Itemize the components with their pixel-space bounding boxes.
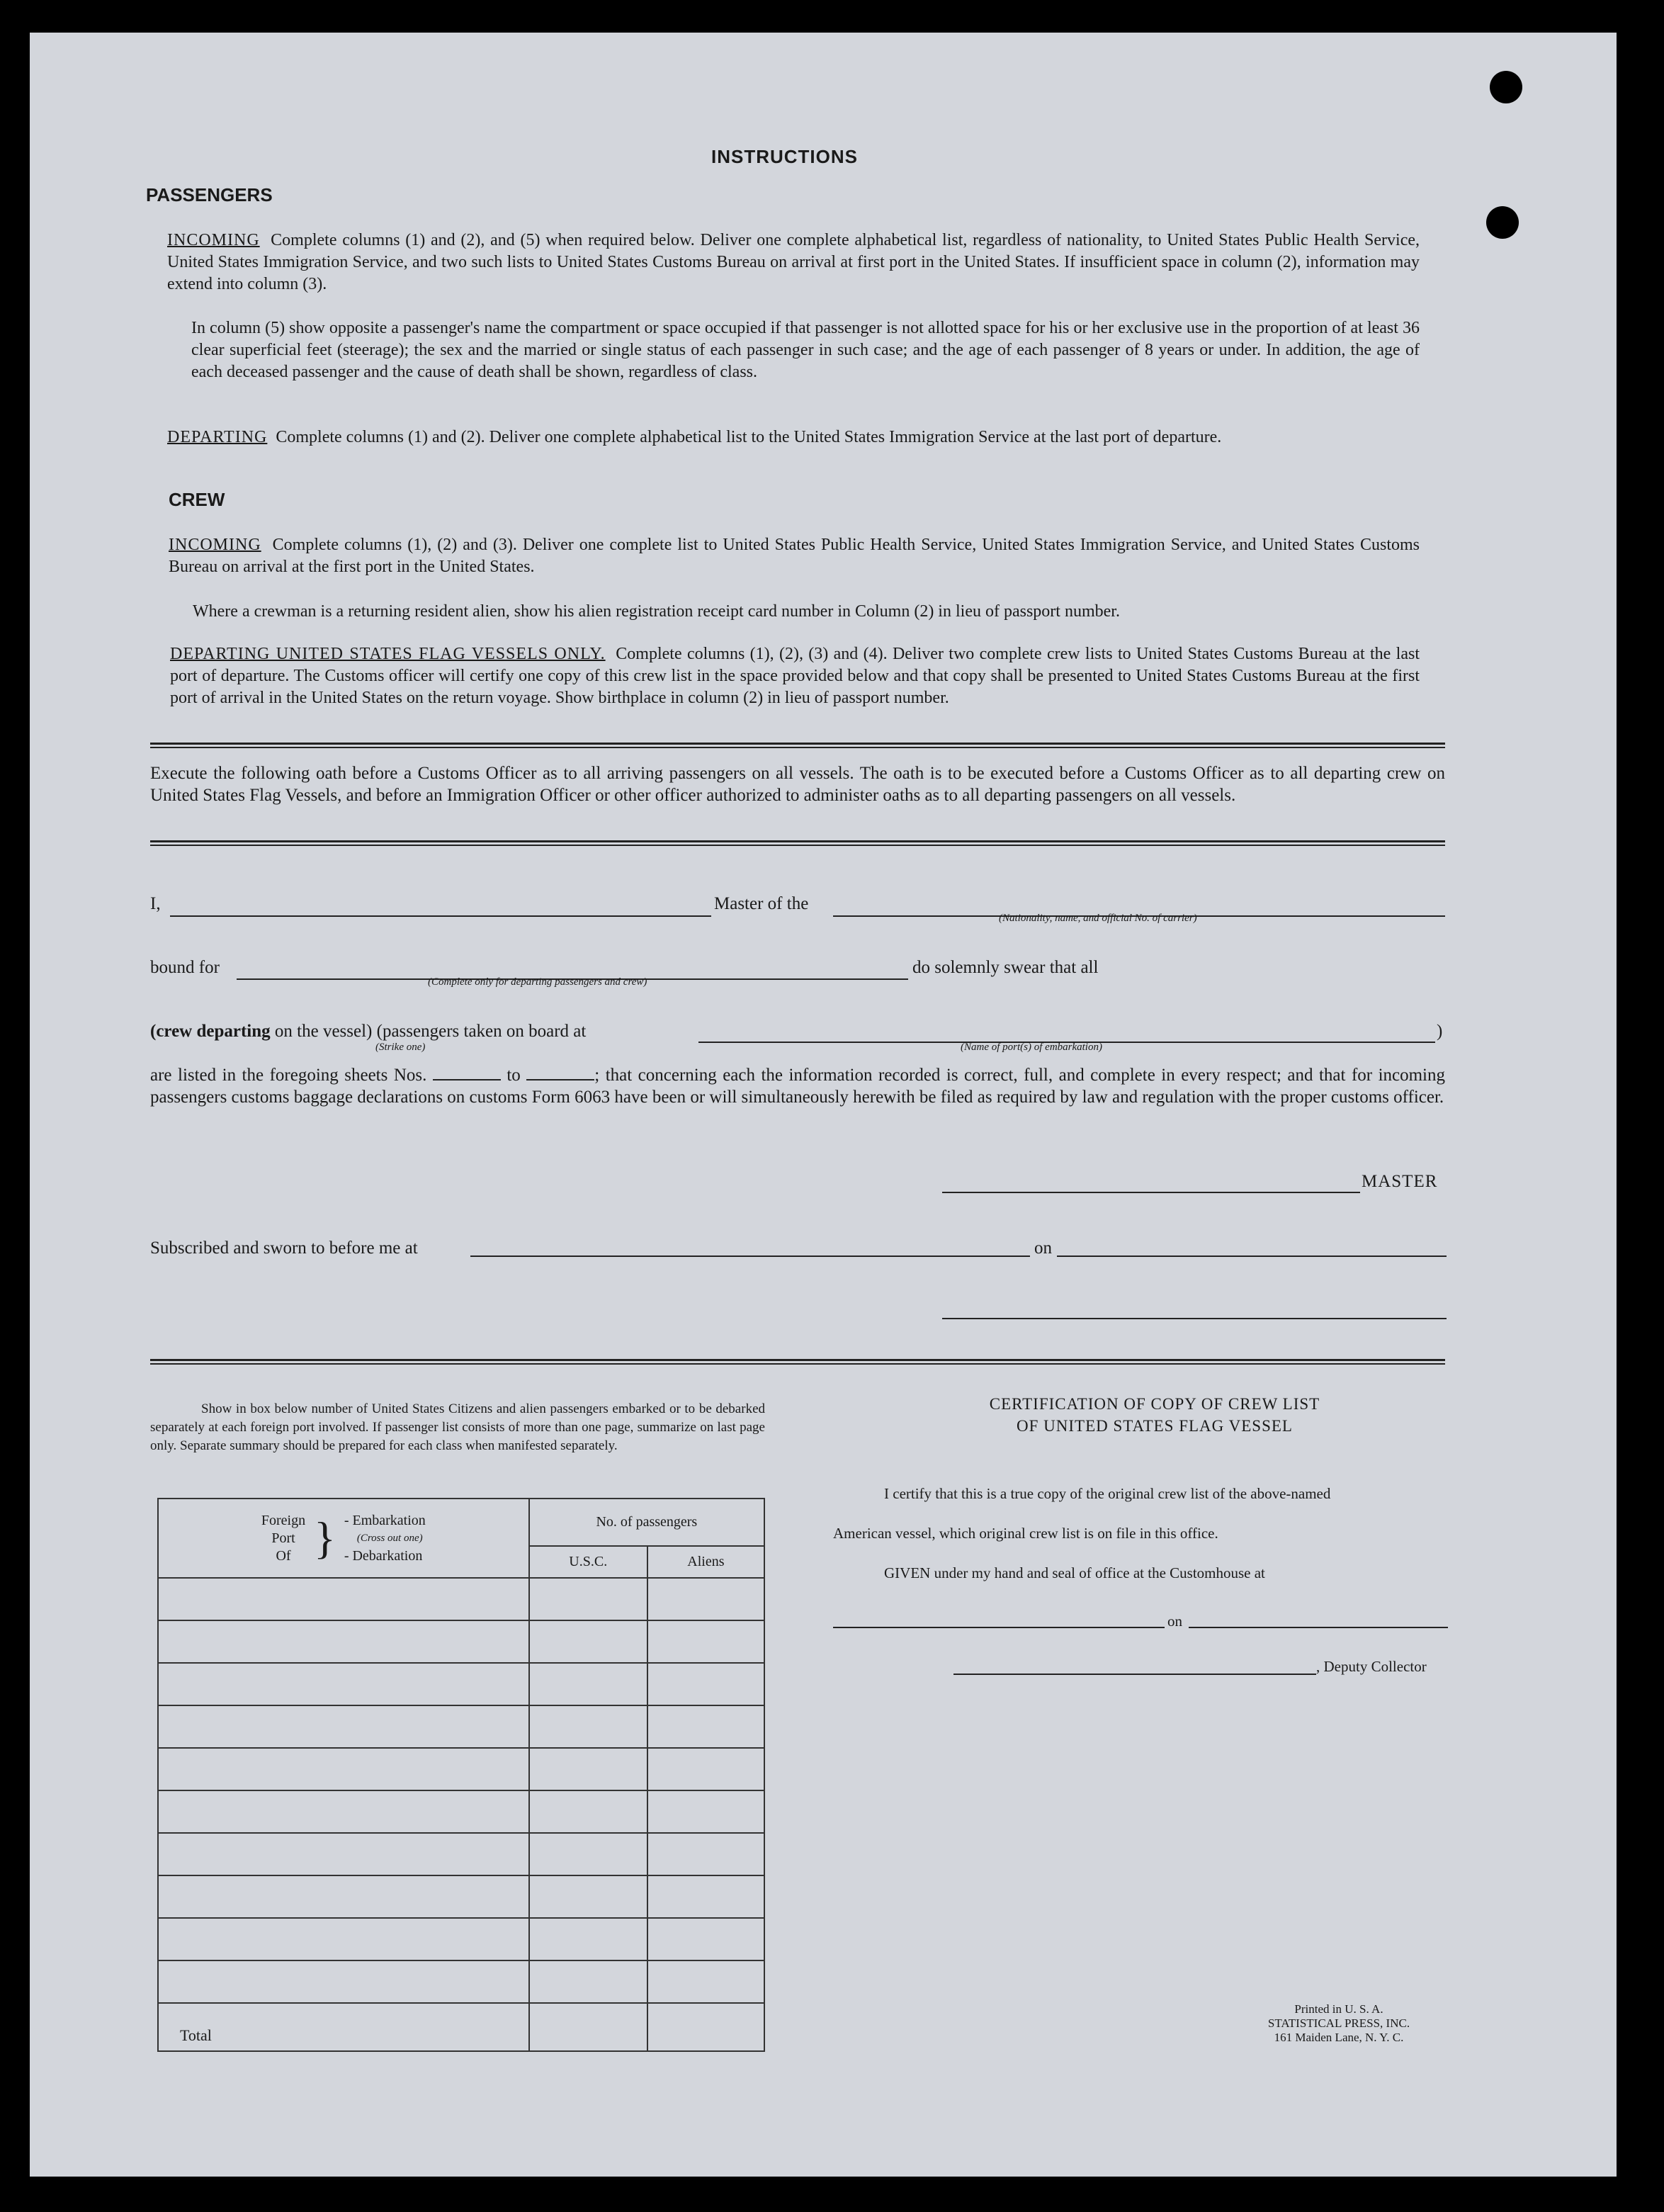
subscribed-label: Subscribed and sworn to before me at <box>150 1238 418 1258</box>
crew-incoming-label: INCOMING <box>169 536 261 554</box>
page-title: INSTRUCTIONS <box>711 146 858 167</box>
carrier-hint: (Nationality, name, and official No. of carrier) <box>999 913 1197 924</box>
table-row <box>158 1790 764 1833</box>
divider-top <box>150 743 1445 748</box>
crew-departing-text: Complete columns (1), (2), (3) and (4). Deliver two complete crew lists to United States Customs Bureau at the last port of departure. The Customs officer will certify one copy of this crew list in the space provided below and that copy shall be presented to United States Customs Bureau at the first port of arrival in the United States on the return voyage. Show birthplace in column (2) in lieu of passport number. <box>170 645 1420 707</box>
crew-departing-label: DEPARTING UNITED STATES FLAG VESSELS ONLY. <box>170 645 606 663</box>
certification-on-label: on <box>1167 1613 1182 1630</box>
debarkation-option[interactable]: - Debarkation <box>344 1547 423 1564</box>
aliens-cell[interactable] <box>647 1833 764 1875</box>
port-cell[interactable] <box>158 1960 529 2003</box>
aliens-cell[interactable] <box>647 1918 764 1960</box>
customhouse-field[interactable] <box>833 1627 1165 1628</box>
port-cell[interactable] <box>158 1663 529 1705</box>
port-cell[interactable] <box>158 1918 529 1960</box>
crew-incoming-block <box>169 534 1420 578</box>
punch-hole-middle <box>1486 206 1519 239</box>
aliens-cell[interactable] <box>647 1960 764 2003</box>
crew-departing-text: (crew departing <box>150 1022 271 1041</box>
foreign-port-header <box>158 1499 529 1578</box>
port-cell[interactable] <box>158 1705 529 1748</box>
printer-imprint <box>1233 2002 1445 2045</box>
port-cell[interactable] <box>158 1833 529 1875</box>
certification-heading-line1: CERTIFICATION OF COPY OF CREW LIST <box>989 1395 1320 1413</box>
usc-cell[interactable] <box>529 1748 647 1790</box>
deputy-collector-label: , Deputy Collector <box>1316 1658 1427 1675</box>
master-signature-field[interactable] <box>942 1192 1360 1193</box>
usc-cell[interactable] <box>529 1705 647 1748</box>
aliens-cell[interactable] <box>647 1875 764 1918</box>
table-row <box>158 1748 764 1790</box>
oath-sheets-paragraph <box>150 1064 1445 1108</box>
aliens-cell[interactable] <box>647 1790 764 1833</box>
master-name-field[interactable] <box>170 915 711 917</box>
divider-oath <box>150 840 1445 846</box>
passenger-summary-table <box>157 1498 765 2052</box>
summary-header-row <box>158 1499 764 1546</box>
table-row <box>158 1620 764 1663</box>
aliens-cell[interactable] <box>647 1663 764 1705</box>
listed-in-label: are listed in the foregoing sheets Nos. <box>150 1066 427 1085</box>
oath-rest-text: ; that concerning each the information recorded is correct, full, and complete in every respect; and that for incoming passengers customs baggage declarations on customs Form 6063 have been or will simultaneously herewith be filed as required by law and regulation with the proper customs officer. <box>150 1066 1446 1107</box>
printer-line2: STATISTICAL PRESS, INC. <box>1267 2016 1410 2030</box>
table-row <box>158 1918 764 1960</box>
table-row <box>158 1833 764 1875</box>
usc-cell[interactable] <box>529 1918 647 1960</box>
usc-cell[interactable] <box>529 1875 647 1918</box>
certification-date-field[interactable] <box>1189 1627 1448 1628</box>
crew-resident-block <box>193 601 1420 623</box>
printer-line1: Printed in U. S. A. <box>1294 2002 1383 2016</box>
total-label: Total <box>158 2003 529 2051</box>
certification-heading <box>864 1393 1445 1437</box>
certification-heading-line2: OF UNITED STATES FLAG VESSEL <box>1017 1417 1293 1435</box>
passengers-departing-block <box>167 427 1420 448</box>
of-label: Of <box>276 1547 291 1564</box>
aliens-cell[interactable] <box>647 1578 764 1620</box>
bound-for-hint: (Complete only for departing passengers and crew) <box>428 976 647 988</box>
given-text: GIVEN under my hand and seal of office at the Customhouse at <box>884 1564 1265 1581</box>
port-cell[interactable] <box>158 1875 529 1918</box>
american-vessel-text: American vessel, which original crew list is on file in this office. <box>833 1525 1218 1542</box>
foreign-label: Foreign <box>261 1512 306 1528</box>
bound-for-label: bound for <box>150 958 220 977</box>
crew-departing-block <box>170 643 1420 709</box>
passengers-departing-text: Complete columns (1) and (2). Deliver one complete alphabetical list to the United States Immigration Service at the last port of departure. <box>276 428 1222 446</box>
passengers-incoming-label: INCOMING <box>167 231 260 249</box>
port-hint: (Name of port(s) of embarkation) <box>961 1042 1102 1053</box>
cross-out-hint: (Cross out one) <box>356 1532 423 1544</box>
usc-cell[interactable] <box>529 1578 647 1620</box>
to-label: to <box>506 1066 521 1085</box>
oath-i-label: I, <box>150 894 161 913</box>
printer-line3: 161 Maiden Lane, N. Y. C. <box>1274 2031 1404 2044</box>
usc-cell[interactable] <box>529 1960 647 2003</box>
passengers-departing-label: DEPARTING <box>167 428 268 446</box>
sworn-date-field[interactable] <box>1057 1255 1447 1257</box>
usc-cell[interactable] <box>529 1833 647 1875</box>
table-row <box>158 1663 764 1705</box>
port-cell[interactable] <box>158 1620 529 1663</box>
sheet-from-field[interactable] <box>433 1065 501 1080</box>
total-row <box>158 2003 764 2051</box>
sworn-on-label: on <box>1034 1238 1052 1258</box>
master-of-the-label: Master of the <box>714 894 809 913</box>
divider-bottom <box>150 1359 1445 1365</box>
usc-cell[interactable] <box>529 1790 647 1833</box>
port-cell[interactable] <box>158 1790 529 1833</box>
crew-resident-text: Where a crewman is a returning resident alien, show his alien registration receipt card number in Column (2) in lieu of passport number. <box>193 602 1120 621</box>
embarkation-option[interactable]: - Embarkation <box>344 1512 426 1528</box>
passengers-column5-block <box>191 317 1420 383</box>
strike-one-hint: (Strike one) <box>375 1042 426 1053</box>
usc-total-cell[interactable] <box>529 2003 647 2051</box>
aliens-cell[interactable] <box>647 1705 764 1748</box>
sheet-to-field[interactable] <box>526 1065 594 1080</box>
summary-instructions: Show in box below number of United States Citizens and alien passengers embarked or to be debarked separately at each foreign port involved. If passenger list consists of more than one page, summarize on last page only. Separate summary should be prepared for each class when manifested separately. <box>150 1401 765 1453</box>
crew-departing-option[interactable] <box>150 1022 586 1042</box>
swear-label: do solemnly swear that all <box>912 958 1099 977</box>
aliens-header: Aliens <box>647 1546 764 1578</box>
usc-cell[interactable] <box>529 1663 647 1705</box>
certify-text: I certify that this is a true copy of the original crew list of the above-named <box>884 1485 1331 1502</box>
port-cell[interactable] <box>158 1578 529 1620</box>
sworn-place-field[interactable] <box>470 1255 1030 1257</box>
table-row <box>158 1705 764 1748</box>
port-cell[interactable] <box>158 1748 529 1790</box>
aliens-cell[interactable] <box>647 1748 764 1790</box>
usc-header: U.S.C. <box>529 1546 647 1578</box>
vessel-passengers-text: on the vessel) (passengers taken on board at <box>274 1022 587 1041</box>
table-row <box>158 1960 764 2003</box>
officer-signature-field[interactable] <box>942 1318 1447 1319</box>
passengers-incoming-text: Complete columns (1) and (2), and (5) when required below. Deliver one complete alphabetical list, regardless of nationality, to United States Public Health Service, United States Immigration Service, and two such lists to United States Customs Bureau on arrival at first port in the United States. If insufficient space in column (2), information may extend into column (3). <box>167 231 1420 293</box>
table-row <box>158 1578 764 1620</box>
punch-hole-top <box>1490 71 1522 103</box>
aliens-total-cell[interactable] <box>647 2003 764 2051</box>
no-of-passengers-header: No. of passengers <box>529 1499 764 1546</box>
usc-cell[interactable] <box>529 1620 647 1663</box>
master-label: MASTER <box>1362 1172 1438 1191</box>
aliens-cell[interactable] <box>647 1620 764 1663</box>
oath-intro: Execute the following oath before a Customs Officer as to all arriving passengers on all vessels. The oath is to be executed before a Customs Officer as to all departing crew on United States Flag Vessels, and before an Immigration Officer or other officer authorized to administer oaths as to all departing passengers on all vessels. <box>150 764 1445 805</box>
passengers-heading: PASSENGERS <box>146 184 273 205</box>
passengers-column5-text: In column (5) show opposite a passenger's name the compartment or space occupied if that passenger is not allotted space for his or her exclusive use in the proportion of at least 36 clear superficial feet (steerage); the sex and the married or single status of each passenger in such case; and the age of each passenger of 8 years or under. In addition, the age of each deceased passenger and the cause of death shall be shown, regardless of class. <box>191 319 1420 381</box>
crew-incoming-text: Complete columns (1), (2) and (3). Deliver one complete list to United States Public Health Service, United States Immigration Service, and United States Customs Bureau on arrival at the first port in the United States. <box>169 536 1420 576</box>
table-row <box>158 1875 764 1918</box>
deputy-collector-signature-field[interactable] <box>953 1674 1316 1675</box>
port-label: Port <box>271 1530 295 1546</box>
brace-icon: } <box>314 1513 336 1563</box>
crew-heading: CREW <box>169 489 225 510</box>
passengers-incoming-block <box>167 230 1420 295</box>
close-paren: ) <box>1437 1022 1443 1041</box>
